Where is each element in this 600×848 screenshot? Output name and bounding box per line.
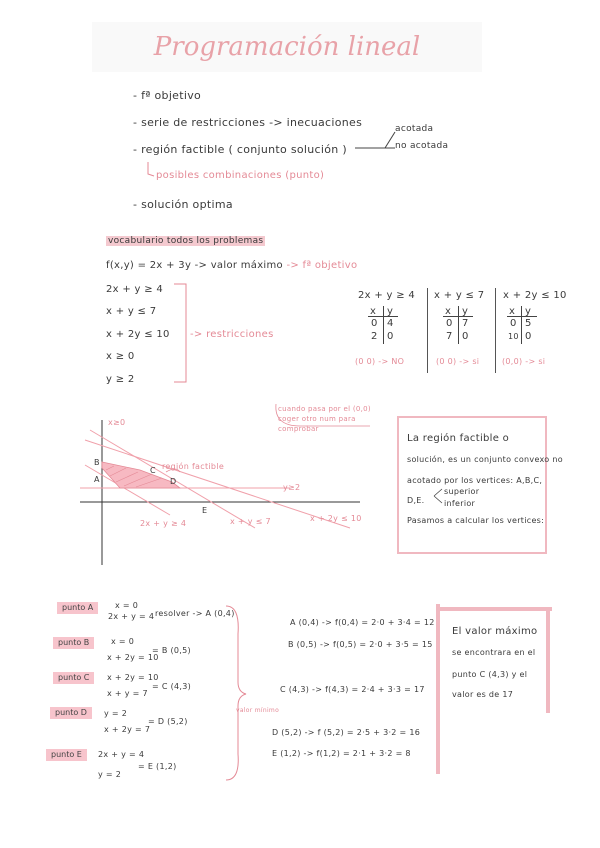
table1-head-y: y xyxy=(387,306,394,317)
table1-head-x: x xyxy=(370,306,377,317)
point-B-res: = B (0,5) xyxy=(152,646,191,655)
table-divider-2 xyxy=(495,288,496,373)
region-text-2: solución, es un conjunto convexo no xyxy=(407,455,563,464)
point-tag-A: punto A xyxy=(57,602,98,614)
valor-minimo-note: valor mínimo xyxy=(236,707,280,714)
max-text-4: valor es de 17 xyxy=(452,690,514,699)
table2-vline xyxy=(458,306,459,344)
graph-vertex-C: C xyxy=(150,466,156,475)
graph-label-region: región factible xyxy=(162,462,225,471)
point-B-eq1: x = 0 xyxy=(111,637,135,646)
table3-r1-y: 5 xyxy=(525,318,532,329)
restriction-5: y ≥ 2 xyxy=(106,374,135,385)
region-text-4: D,E. xyxy=(407,496,425,505)
feasible-region-graph xyxy=(80,410,360,570)
point-E-res: = E (1,2) xyxy=(138,762,177,771)
point-C-eq2: x + y = 7 xyxy=(107,689,148,698)
table1-r2-x: 2 xyxy=(371,331,378,342)
point-C-res: = C (4,3) xyxy=(152,682,192,691)
branch-no-acotada: no acotada xyxy=(395,141,449,151)
bullet-solucion: - solución optima xyxy=(133,198,233,211)
vocab-header xyxy=(106,236,265,246)
point-D-eq1: y = 2 xyxy=(104,709,128,718)
table3-head-x: x xyxy=(509,306,516,317)
vocab-header-text: vocabulario todos los problemas xyxy=(108,236,264,246)
table3-r2-y: 0 xyxy=(525,331,532,342)
table2-head-y: y xyxy=(462,306,469,317)
point-E-eq2: y = 2 xyxy=(98,770,122,779)
graph-vertex-E: E xyxy=(202,506,208,515)
fobj-formula: f(x,y) = 2x + 3y -> valor máximo xyxy=(106,260,283,271)
graph-note: cuando pasa por el (0,0) coger otro num para comprobar xyxy=(278,405,371,433)
max-text-2: se encontrara en el xyxy=(452,648,536,657)
table3-head-y: y xyxy=(525,306,532,317)
page-title: Programación lineal xyxy=(153,32,421,62)
point-tag-B: punto B xyxy=(53,637,94,649)
table3-eq: x + 2y ≤ 10 xyxy=(503,290,567,301)
max-text-3: punto C (4,3) y el xyxy=(452,670,528,679)
max-text-1: El valor máximo xyxy=(452,626,538,637)
point-A-res: resolver -> A (0,4) xyxy=(155,609,235,618)
graph-label-l3: x + 2y ≤ 10 xyxy=(310,514,362,523)
table1-r1-y: 4 xyxy=(387,318,394,329)
title-box xyxy=(92,22,482,72)
table1-vline xyxy=(383,306,384,344)
eval-C: C (4,3) -> f(4,3) = 2·4 + 3·3 = 17 xyxy=(280,685,425,694)
bullet-restricciones: - serie de restricciones -> inecuaciones xyxy=(133,116,363,129)
point-D-eq2: x + 2y = 7 xyxy=(104,725,151,734)
table3-r2-x: 10 xyxy=(508,332,519,341)
graph-label-l1: 2x + y ≥ 4 xyxy=(140,519,187,528)
table-divider-1 xyxy=(427,288,428,373)
table2-eq: x + y ≤ 7 xyxy=(434,290,485,301)
graph-vertex-A: A xyxy=(94,475,100,484)
fobj-note: -> fª objetivo xyxy=(286,260,358,271)
region-text-3: acotado por los vertices: A,B,C, xyxy=(407,476,543,485)
table2-head-x: x xyxy=(445,306,452,317)
table1-r1-x: 0 xyxy=(371,318,378,329)
table2-r1-y: 7 xyxy=(462,318,469,329)
point-tag-E: punto E xyxy=(46,749,87,761)
graph-label-y2: y≥2 xyxy=(283,483,301,492)
table1-eq: 2x + y ≥ 4 xyxy=(358,290,416,301)
graph-vertex-D: D xyxy=(170,477,177,486)
table1-r2-y: 0 xyxy=(387,331,394,342)
point-D-res: = D (5,2) xyxy=(148,717,188,726)
max-box-left-border xyxy=(436,604,440,774)
table2-check: (0 0) -> si xyxy=(436,357,480,366)
region-side-sup: superior xyxy=(444,487,480,496)
eval-E: E (1,2) -> f(1,2) = 2·1 + 3·2 = 8 xyxy=(272,749,411,758)
region-text-1: La región factible o xyxy=(407,433,510,444)
graph-label-l2: x + y ≤ 7 xyxy=(230,517,271,526)
point-B-eq2: x + 2y = 10 xyxy=(107,653,159,662)
restriction-4: x ≥ 0 xyxy=(106,351,135,362)
point-C-eq1: x + 2y = 10 xyxy=(107,673,159,682)
point-tag-D: punto D xyxy=(50,707,92,719)
table1-check: (0 0) -> NO xyxy=(355,357,405,366)
restriction-2: x + y ≤ 7 xyxy=(106,306,157,317)
eval-A: A (0,4) -> f(0,4) = 2·0 + 3·4 = 12 xyxy=(290,618,435,627)
point-tag-C: punto C xyxy=(53,672,94,684)
graph-vertex-B: B xyxy=(94,458,100,467)
point-E-eq1: 2x + y = 4 xyxy=(98,750,145,759)
point-A-eq2: 2x + y = 4 xyxy=(108,612,155,621)
fobj-line xyxy=(106,260,357,271)
restriction-3: x + 2y ≤ 10 xyxy=(106,329,170,340)
restrictions-note: -> restricciones xyxy=(190,329,274,340)
graph-label-x0: x≥0 xyxy=(108,418,126,427)
table3-check: (0,0) -> si xyxy=(502,357,546,366)
point-A-eq1: x = 0 xyxy=(115,601,139,610)
table2-r2-x: 7 xyxy=(446,331,453,342)
table2-r1-x: 0 xyxy=(446,318,453,329)
region-text-5: Pasamos a calcular los vertices: xyxy=(407,516,545,525)
table3-r1-x: 0 xyxy=(510,318,517,329)
eval-D: D (5,2) -> f (5,2) = 2·5 + 3·2 = 16 xyxy=(272,728,421,737)
region-side-inf: inferior xyxy=(444,499,476,508)
restriction-1: 2x + y ≥ 4 xyxy=(106,284,164,295)
posibles-combinaciones: posibles combinaciones (punto) xyxy=(156,170,325,181)
max-box-top-border xyxy=(436,607,552,611)
branch-acotada: acotada xyxy=(395,124,434,134)
table2-r2-y: 0 xyxy=(462,331,469,342)
bullet-fobjetivo: - fª objetivo xyxy=(133,89,202,102)
bullet-region: - región factible ( conjunto solución ) xyxy=(133,143,347,156)
eval-B: B (0,5) -> f(0,5) = 2·0 + 3·5 = 15 xyxy=(288,640,433,649)
table3-vline xyxy=(521,306,522,344)
points-brace xyxy=(222,604,252,782)
max-box-right-border xyxy=(546,607,550,713)
